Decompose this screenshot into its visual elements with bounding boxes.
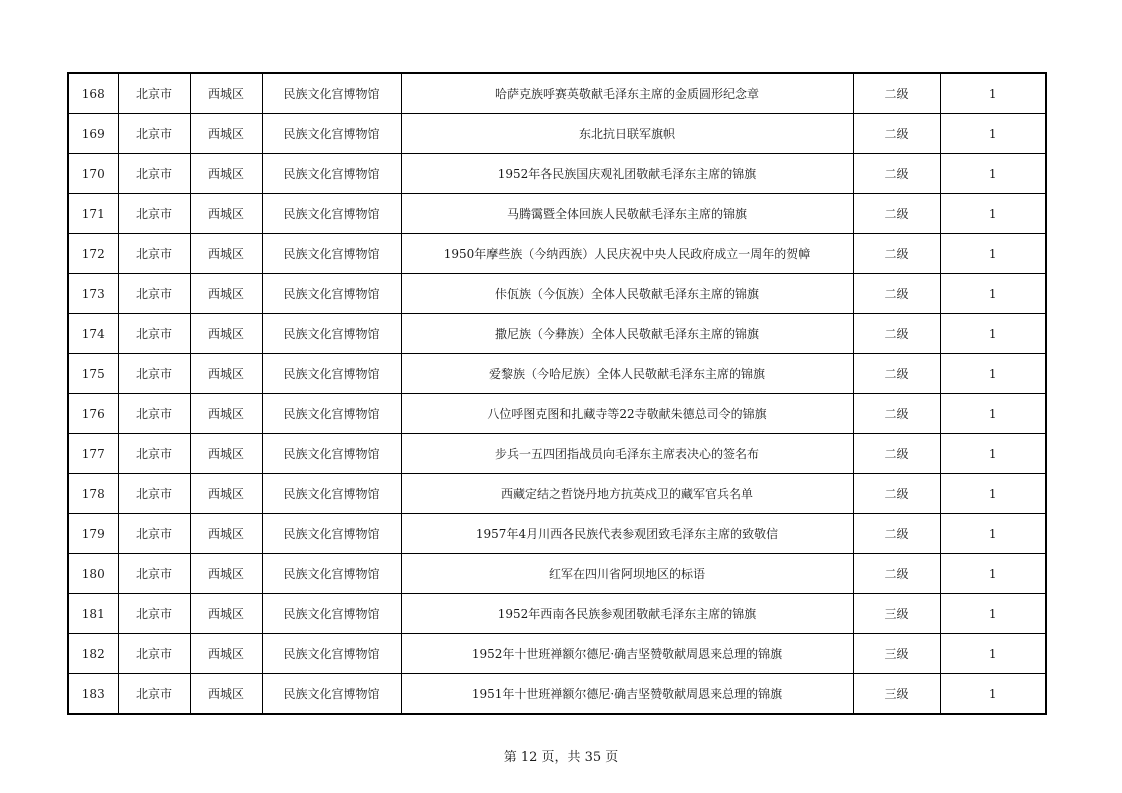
relic-name-cell: 步兵一五四团指战员向毛泽东主席表决心的签名布 (401, 434, 853, 474)
district-cell: 西城区 (190, 314, 262, 354)
grade-cell: 二级 (853, 73, 940, 114)
grade-cell: 三级 (853, 594, 940, 634)
row-number-cell: 177 (68, 434, 118, 474)
table-row (68, 194, 1046, 234)
district-cell: 西城区 (190, 274, 262, 314)
institution-cell: 民族文化宫博物馆 (262, 234, 401, 274)
district-cell: 西城区 (190, 634, 262, 674)
grade-cell: 二级 (853, 434, 940, 474)
institution-cell: 民族文化宫博物馆 (262, 274, 401, 314)
district-cell: 西城区 (190, 674, 262, 715)
grade-cell: 二级 (853, 514, 940, 554)
relic-name-cell: 1951年十世班禅额尔德尼·确吉坚赞敬献周恩来总理的锦旗 (401, 674, 853, 715)
quantity-cell: 1 (940, 154, 1046, 194)
row-number-cell: 168 (68, 73, 118, 114)
province-cell: 北京市 (118, 434, 190, 474)
district-cell: 西城区 (190, 474, 262, 514)
quantity-cell: 1 (940, 394, 1046, 434)
relic-name-cell: 1950年摩些族（今纳西族）人民庆祝中央人民政府成立一周年的贺幛 (401, 234, 853, 274)
row-number-cell: 178 (68, 474, 118, 514)
institution-cell: 民族文化宫博物馆 (262, 674, 401, 715)
province-cell: 北京市 (118, 114, 190, 154)
table-row (68, 314, 1046, 354)
quantity-cell: 1 (940, 234, 1046, 274)
row-number-cell: 176 (68, 394, 118, 434)
district-cell: 西城区 (190, 234, 262, 274)
province-cell: 北京市 (118, 194, 190, 234)
quantity-cell: 1 (940, 474, 1046, 514)
institution-cell: 民族文化宫博物馆 (262, 474, 401, 514)
table-row (68, 554, 1046, 594)
relic-name-cell: 哈萨克族呼赛英敬献毛泽东主席的金质圆形纪念章 (401, 73, 853, 114)
district-cell: 西城区 (190, 594, 262, 634)
table-row (68, 434, 1046, 474)
district-cell: 西城区 (190, 394, 262, 434)
district-cell: 西城区 (190, 154, 262, 194)
row-number-cell: 172 (68, 234, 118, 274)
province-cell: 北京市 (118, 234, 190, 274)
table-row (68, 634, 1046, 674)
province-cell: 北京市 (118, 394, 190, 434)
relic-name-cell: 东北抗日联军旗帜 (401, 114, 853, 154)
quantity-cell: 1 (940, 554, 1046, 594)
institution-cell: 民族文化宫博物馆 (262, 394, 401, 434)
row-number-cell: 170 (68, 154, 118, 194)
grade-cell: 二级 (853, 114, 940, 154)
row-number-cell: 181 (68, 594, 118, 634)
table-row (68, 474, 1046, 514)
grade-cell: 二级 (853, 234, 940, 274)
institution-cell: 民族文化宫博物馆 (262, 434, 401, 474)
province-cell: 北京市 (118, 674, 190, 715)
institution-cell: 民族文化宫博物馆 (262, 554, 401, 594)
row-number-cell: 180 (68, 554, 118, 594)
province-cell: 北京市 (118, 274, 190, 314)
district-cell: 西城区 (190, 114, 262, 154)
province-cell: 北京市 (118, 154, 190, 194)
row-number-cell: 173 (68, 274, 118, 314)
district-cell: 西城区 (190, 514, 262, 554)
grade-cell: 二级 (853, 314, 940, 354)
table-row (68, 354, 1046, 394)
province-cell: 北京市 (118, 73, 190, 114)
district-cell: 西城区 (190, 73, 262, 114)
table-row (68, 234, 1046, 274)
grade-cell: 三级 (853, 634, 940, 674)
institution-cell: 民族文化宫博物馆 (262, 154, 401, 194)
table-row (68, 514, 1046, 554)
grade-cell: 二级 (853, 354, 940, 394)
quantity-cell: 1 (940, 634, 1046, 674)
table-row (68, 674, 1046, 715)
relic-name-cell: 佧佤族（今佤族）全体人民敬献毛泽东主席的锦旗 (401, 274, 853, 314)
province-cell: 北京市 (118, 474, 190, 514)
table-row (68, 274, 1046, 314)
relic-name-cell: 八位呼图克图和扎藏寺等22寺敬献朱德总司令的锦旗 (401, 394, 853, 434)
relic-name-cell: 撒尼族（今彝族）全体人民敬献毛泽东主席的锦旗 (401, 314, 853, 354)
table-body (68, 73, 1046, 714)
institution-cell: 民族文化宫博物馆 (262, 354, 401, 394)
row-number-cell: 179 (68, 514, 118, 554)
district-cell: 西城区 (190, 194, 262, 234)
grade-cell: 二级 (853, 274, 940, 314)
relics-table (67, 72, 1047, 715)
row-number-cell: 171 (68, 194, 118, 234)
table-row (68, 73, 1046, 114)
table-row (68, 594, 1046, 634)
quantity-cell: 1 (940, 314, 1046, 354)
institution-cell: 民族文化宫博物馆 (262, 634, 401, 674)
row-number-cell: 174 (68, 314, 118, 354)
institution-cell: 民族文化宫博物馆 (262, 314, 401, 354)
institution-cell: 民族文化宫博物馆 (262, 114, 401, 154)
relic-name-cell: 爱黎族（今哈尼族）全体人民敬献毛泽东主席的锦旗 (401, 354, 853, 394)
grade-cell: 三级 (853, 674, 940, 715)
grade-cell: 二级 (853, 474, 940, 514)
table-row (68, 114, 1046, 154)
grade-cell: 二级 (853, 194, 940, 234)
province-cell: 北京市 (118, 514, 190, 554)
row-number-cell: 183 (68, 674, 118, 715)
institution-cell: 民族文化宫博物馆 (262, 194, 401, 234)
quantity-cell: 1 (940, 594, 1046, 634)
province-cell: 北京市 (118, 634, 190, 674)
quantity-cell: 1 (940, 674, 1046, 715)
table-row (68, 394, 1046, 434)
district-cell: 西城区 (190, 434, 262, 474)
district-cell: 西城区 (190, 554, 262, 594)
province-cell: 北京市 (118, 554, 190, 594)
province-cell: 北京市 (118, 314, 190, 354)
quantity-cell: 1 (940, 114, 1046, 154)
province-cell: 北京市 (118, 354, 190, 394)
grade-cell: 二级 (853, 554, 940, 594)
quantity-cell: 1 (940, 194, 1046, 234)
page-footer: 第 12 页，共 35 页 (503, 750, 619, 765)
quantity-cell: 1 (940, 73, 1046, 114)
district-cell: 西城区 (190, 354, 262, 394)
institution-cell: 民族文化宫博物馆 (262, 514, 401, 554)
relic-name-cell: 1952年西南各民族参观团敬献毛泽东主席的锦旗 (401, 594, 853, 634)
quantity-cell: 1 (940, 434, 1046, 474)
institution-cell: 民族文化宫博物馆 (262, 73, 401, 114)
table-row (68, 154, 1046, 194)
relic-name-cell: 马腾霭暨全体回族人民敬献毛泽东主席的锦旗 (401, 194, 853, 234)
quantity-cell: 1 (940, 354, 1046, 394)
relic-name-cell: 红军在四川省阿坝地区的标语 (401, 554, 853, 594)
relic-name-cell: 1957年4月川西各民族代表参观团致毛泽东主席的致敬信 (401, 514, 853, 554)
relic-name-cell: 1952年各民族国庆观礼团敬献毛泽东主席的锦旗 (401, 154, 853, 194)
institution-cell: 民族文化宫博物馆 (262, 594, 401, 634)
quantity-cell: 1 (940, 514, 1046, 554)
province-cell: 北京市 (118, 594, 190, 634)
row-number-cell: 182 (68, 634, 118, 674)
quantity-cell: 1 (940, 274, 1046, 314)
relic-name-cell: 西藏定结之哲饶丹地方抗英戍卫的藏军官兵名单 (401, 474, 853, 514)
relic-name-cell: 1952年十世班禅额尔德尼·确吉坚赞敬献周恩来总理的锦旗 (401, 634, 853, 674)
row-number-cell: 175 (68, 354, 118, 394)
row-number-cell: 169 (68, 114, 118, 154)
grade-cell: 二级 (853, 154, 940, 194)
grade-cell: 二级 (853, 394, 940, 434)
